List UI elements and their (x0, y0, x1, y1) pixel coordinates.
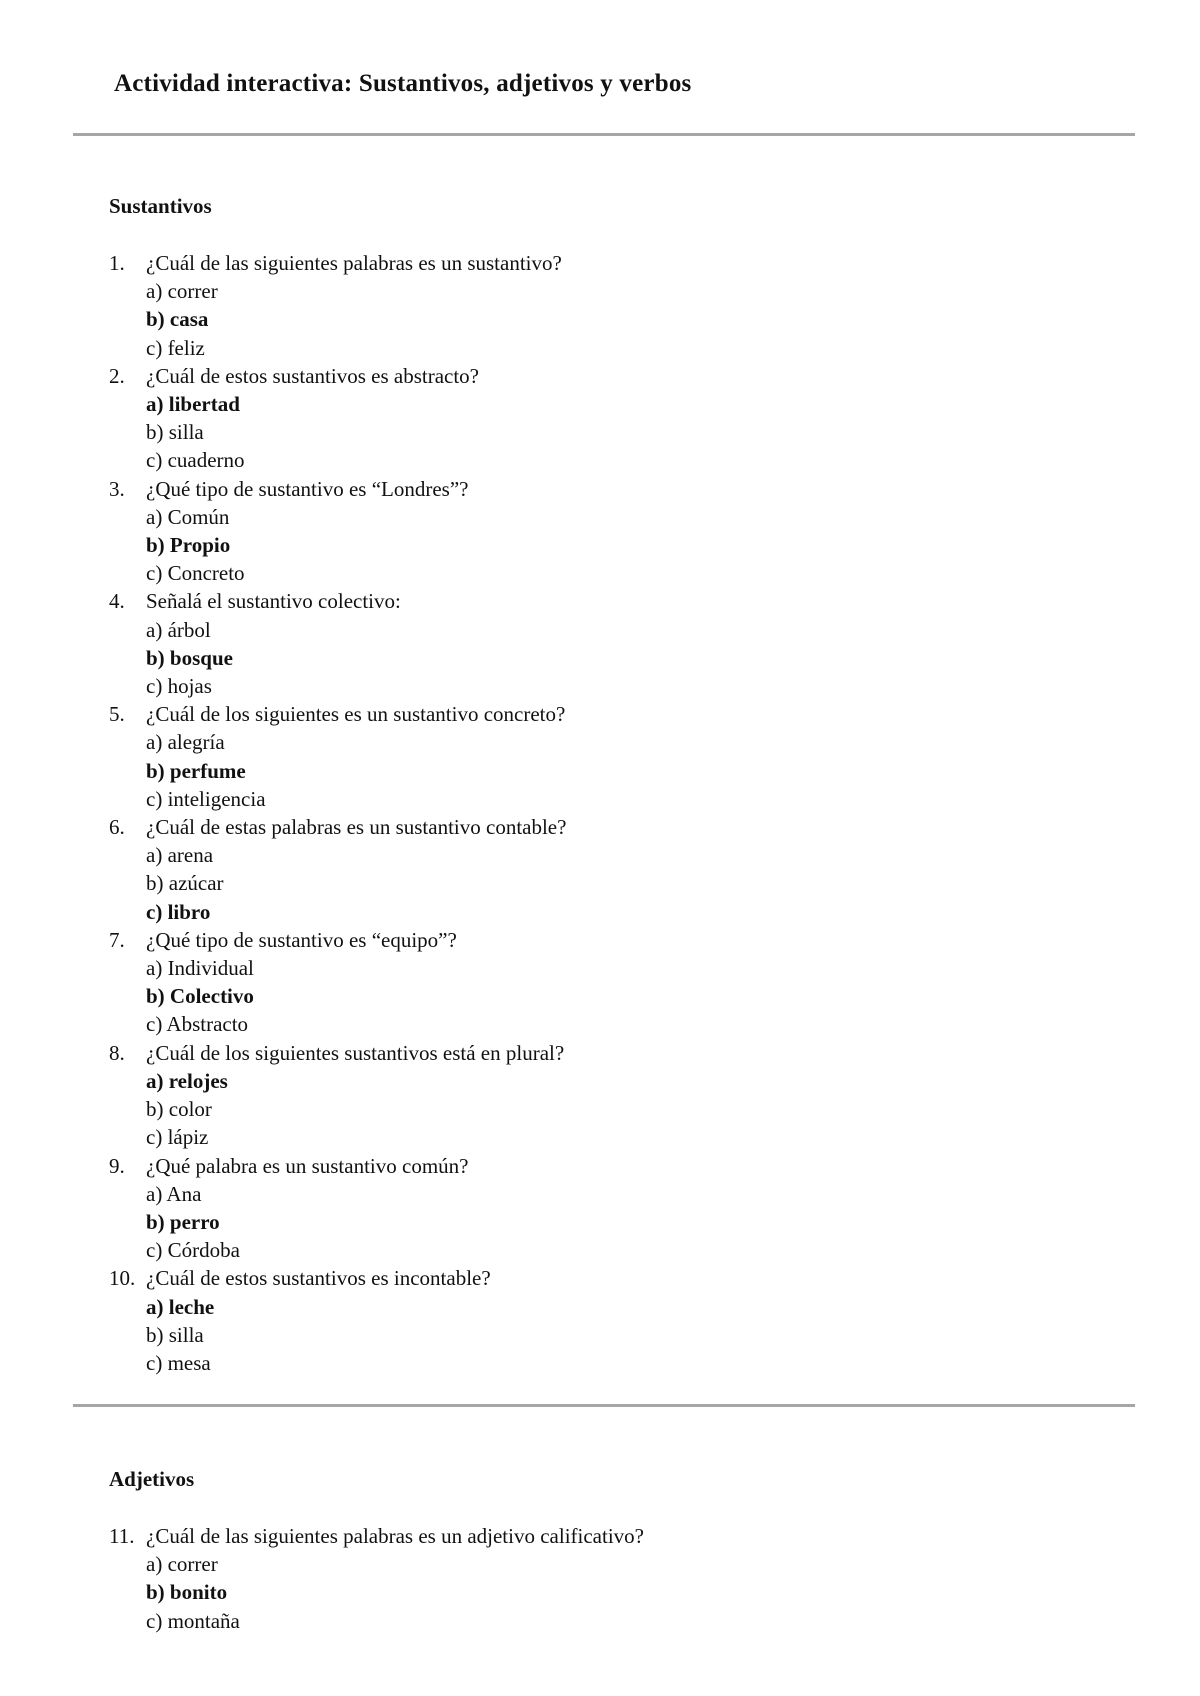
question-item (109, 700, 566, 813)
horizontal-rule (73, 1404, 1135, 1407)
question-number: 6. (109, 815, 125, 840)
answer-option: c) Abstracto (146, 1012, 249, 1037)
answer-option-correct: b) bonito (146, 1580, 228, 1605)
answer-option: a) Individual (146, 956, 254, 981)
question-text: ¿Qué palabra es un sustantivo común? (146, 1153, 469, 1178)
question-number: 3. (109, 476, 125, 501)
section-heading-adjetivos: Adjetivos (109, 1467, 195, 1491)
answer-option: b) azúcar (146, 871, 224, 896)
question-number: 11. (109, 1524, 135, 1548)
section-heading-sustantivos: Sustantivos (109, 194, 212, 218)
answer-option: b) silla (146, 420, 204, 445)
question-number: 7. (109, 927, 125, 952)
question-text: ¿Cuál de los siguientes es un sustantivo concreto? (146, 702, 566, 727)
question-item (109, 1039, 566, 1152)
answer-option: b) color (146, 1097, 212, 1122)
question-number: 9. (109, 1153, 125, 1178)
answer-option-correct: c) libro (146, 899, 211, 924)
answer-option: a) Ana (146, 1181, 202, 1206)
question-item (109, 249, 566, 362)
question-number: 4. (109, 589, 125, 614)
question-item (109, 1522, 644, 1635)
question-list-adjetivos (109, 1522, 644, 1635)
answer-option: c) Concreto (146, 561, 245, 586)
document-title: Actividad interactiva: Sustantivos, adjetivos y verbos (114, 70, 692, 97)
answer-option: c) inteligencia (146, 786, 266, 811)
answer-option: a) correr (146, 279, 218, 304)
answer-option: a) Común (146, 504, 230, 529)
question-text: Señalá el sustantivo colectivo: (146, 589, 401, 614)
answer-option: c) feliz (146, 335, 205, 360)
answer-option: c) hojas (146, 674, 212, 699)
question-text: ¿Cuál de los siguientes sustantivos está en plural? (146, 1040, 565, 1065)
question-item (109, 1152, 566, 1265)
answer-option: a) árbol (146, 617, 211, 642)
question-text: ¿Qué tipo de sustantivo es “Londres”? (146, 476, 469, 501)
question-list-sustantivos (109, 249, 566, 1377)
answer-option: c) lápiz (146, 1125, 209, 1150)
answer-option-correct: b) perro (146, 1209, 220, 1234)
answer-option: b) silla (146, 1322, 204, 1347)
question-number: 10. (109, 1266, 136, 1291)
question-text: ¿Qué tipo de sustantivo es “equipo”? (146, 927, 457, 952)
question-item (109, 1264, 566, 1377)
answer-option: c) Córdoba (146, 1238, 240, 1263)
answer-option-correct: b) perfume (146, 758, 246, 783)
answer-option: a) arena (146, 843, 214, 868)
question-item (109, 813, 566, 926)
question-text: ¿Cuál de estos sustantivos es incontable? (146, 1266, 491, 1291)
answer-option-correct: a) relojes (146, 1068, 228, 1093)
answer-option: c) mesa (146, 1350, 211, 1375)
answer-option-correct: a) libertad (146, 392, 240, 417)
question-item (109, 475, 566, 588)
question-item (109, 926, 566, 1039)
question-text: ¿Cuál de las siguientes palabras es un sustantivo? (146, 251, 562, 275)
answer-option-correct: b) Colectivo (146, 984, 254, 1009)
question-text: ¿Cuál de estos sustantivos es abstracto? (146, 363, 480, 388)
question-item (109, 587, 566, 700)
question-item (109, 362, 566, 475)
question-text: ¿Cuál de estas palabras es un sustantivo contable? (146, 815, 567, 840)
answer-option: c) cuaderno (146, 448, 245, 473)
question-number: 8. (109, 1040, 125, 1065)
answer-option-correct: b) bosque (146, 645, 233, 670)
question-text: ¿Cuál de las siguientes palabras es un adjetivo calificativo? (146, 1524, 644, 1548)
question-number: 5. (109, 702, 125, 727)
answer-option-correct: b) casa (146, 307, 209, 332)
answer-option-correct: a) leche (146, 1294, 215, 1319)
question-number: 2. (109, 363, 125, 388)
question-number: 1. (109, 251, 125, 275)
horizontal-rule (73, 133, 1135, 136)
answer-option: a) alegría (146, 730, 225, 755)
answer-option: a) correr (146, 1552, 218, 1577)
answer-option-correct: b) Propio (146, 533, 231, 558)
answer-option: c) montaña (146, 1608, 240, 1633)
